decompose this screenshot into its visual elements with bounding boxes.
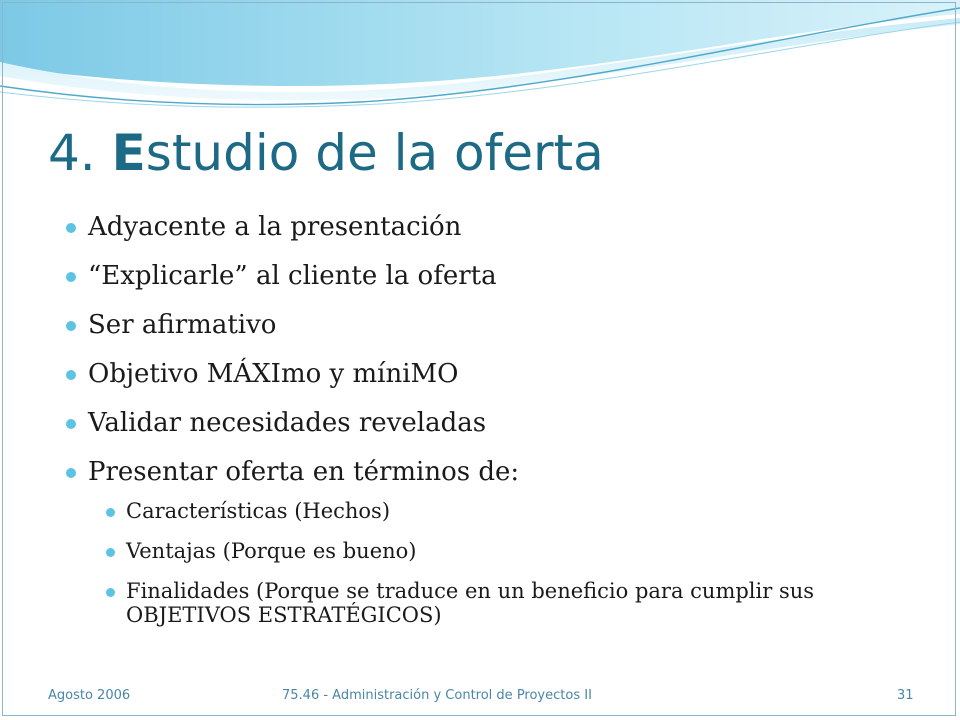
bullet-dot-icon (66, 370, 76, 380)
list-item (66, 448, 926, 627)
bullet-list (66, 203, 926, 643)
list-item (66, 252, 926, 301)
sub-bullet-text: Características (Hechos) (126, 499, 391, 523)
list-item (66, 350, 926, 399)
list-item (66, 301, 926, 350)
bullet-text: Ser afirmativo (88, 310, 277, 340)
bullet-text: Adyacente a la presentación (88, 212, 462, 242)
bullet-text: Presentar oferta en términos de: (88, 457, 520, 487)
sub-list-item (106, 579, 866, 627)
footer-course: 75.46 - Administración y Control de Proyectos II (282, 688, 592, 703)
title-number: 4. (48, 124, 112, 182)
title-initial: E (111, 124, 146, 182)
footer-date: Agosto 2006 (48, 688, 131, 703)
bullet-dot-icon (66, 468, 76, 478)
list-item (66, 399, 926, 448)
bullet-dot-icon (66, 272, 76, 282)
sub-list-item (106, 539, 866, 563)
sub-bullet-dot-icon (106, 588, 115, 597)
sub-bullet-dot-icon (106, 548, 115, 557)
slide-title (48, 118, 604, 188)
sub-bullet-text: Ventajas (Porque es bueno) (126, 539, 417, 563)
bullet-text: Objetivo MÁXImo y míniMO (88, 359, 459, 389)
footer-page-number: 31 (897, 688, 914, 703)
sub-list-item (106, 499, 866, 523)
list-item (66, 203, 926, 252)
bullet-text: “Explicarle” al cliente la oferta (88, 261, 497, 291)
bullet-dot-icon (66, 321, 76, 331)
title-rest: studio de la oferta (145, 124, 604, 182)
sub-bullet-text: Finalidades (Porque se traduce en un beneficio para cumplir sus OBJETIVOS ESTRATÉGICOS) (126, 579, 815, 627)
bullet-dot-icon (66, 419, 76, 429)
bullet-dot-icon (66, 223, 76, 233)
bullet-text: Validar necesidades reveladas (88, 408, 487, 438)
sub-bullet-list (88, 499, 926, 627)
header-wave-decoration (0, 0, 960, 110)
sub-bullet-dot-icon (106, 508, 115, 517)
